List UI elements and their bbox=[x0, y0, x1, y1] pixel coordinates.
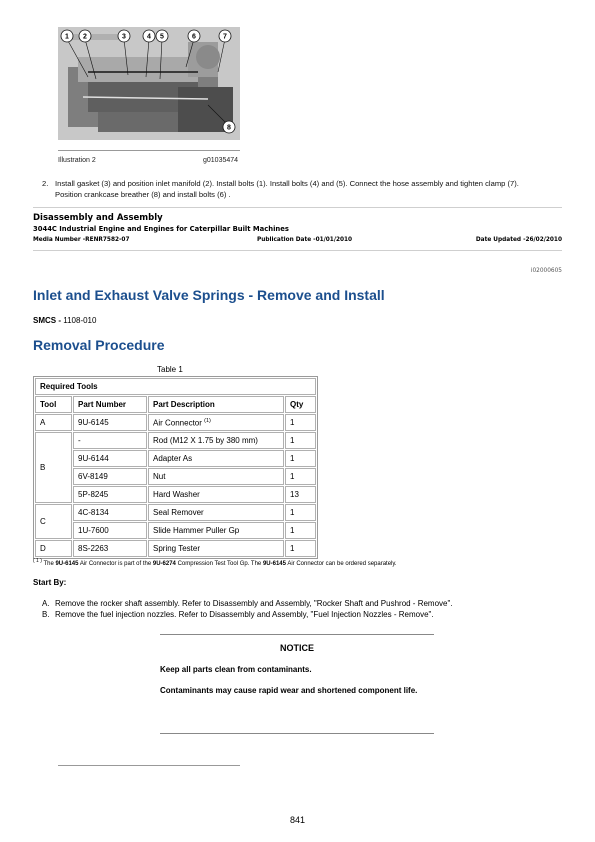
header-part-description: Part Description bbox=[148, 396, 284, 413]
illustration-code: g01035474 bbox=[203, 157, 239, 164]
cell-part: 4C-8134 bbox=[73, 504, 147, 521]
cell-desc: Nut bbox=[148, 468, 284, 485]
table-caption-row bbox=[35, 378, 316, 395]
page-title: Inlet and Exhaust Valve Springs - Remove and Install bbox=[33, 287, 385, 303]
notice-line-2: Contaminants may cause rapid wear and shortened component life. bbox=[160, 686, 418, 695]
table-row bbox=[35, 522, 316, 539]
cell-qty: 1 bbox=[285, 540, 316, 557]
footer-rule bbox=[58, 765, 240, 766]
cell-desc: Adapter As bbox=[148, 450, 284, 467]
cell-desc: Seal Remover bbox=[148, 504, 284, 521]
table-footnote bbox=[33, 558, 563, 567]
engine-photo-graphic bbox=[58, 27, 240, 140]
cell-tool: C bbox=[35, 504, 72, 539]
cell-part: - bbox=[73, 432, 147, 449]
cell-tool: A bbox=[35, 414, 72, 431]
media-number: Media Number -RENR7582-07 bbox=[33, 237, 130, 243]
cell-part: 9U-6144 bbox=[73, 450, 147, 467]
callout-label-2: 2 bbox=[83, 33, 87, 41]
table-row bbox=[35, 486, 316, 503]
cell-qty: 1 bbox=[285, 522, 316, 539]
table-row bbox=[35, 504, 316, 521]
cell-qty: 1 bbox=[285, 468, 316, 485]
cell-qty: 1 bbox=[285, 504, 316, 521]
table-row bbox=[35, 540, 316, 557]
table-header-row bbox=[35, 396, 316, 413]
cell-tool: D bbox=[35, 540, 72, 557]
callout-label-5: 5 bbox=[160, 33, 164, 41]
procedure-heading: Removal Procedure bbox=[33, 337, 165, 353]
footnote-ref: (1) bbox=[204, 417, 211, 424]
cell-desc: Spring Tester bbox=[148, 540, 284, 557]
cell-qty: 1 bbox=[285, 414, 316, 431]
callout-label-4: 4 bbox=[147, 33, 151, 41]
footnote-part: 9U-6145 bbox=[55, 561, 79, 567]
required-tools-table bbox=[33, 376, 318, 559]
page-number: 841 bbox=[289, 815, 306, 825]
start-by-label: Start By: bbox=[33, 578, 67, 587]
document-id: i02000605 bbox=[530, 268, 562, 274]
date-updated: Date Updated -26/02/2010 bbox=[475, 237, 562, 243]
table-row bbox=[35, 468, 316, 485]
cell-qty: 13 bbox=[285, 486, 316, 503]
section-title: Disassembly and Assembly bbox=[33, 213, 163, 223]
smcs-line bbox=[33, 316, 96, 325]
footnote-part: 9U-6274 bbox=[152, 561, 176, 567]
footnote-text: Air Connector can be ordered separately. bbox=[287, 561, 397, 567]
cell-desc: Hard Washer bbox=[148, 486, 284, 503]
cell-desc: Rod (M12 X 1.75 by 380 mm) bbox=[148, 432, 284, 449]
meta-divider bbox=[33, 250, 562, 251]
callout-label-3: 3 bbox=[122, 33, 126, 41]
publication-date: Publication Date -01/01/2010 bbox=[257, 237, 353, 243]
header-part-number: Part Number bbox=[73, 396, 147, 413]
section-subtitle: 3044C Industrial Engine and Engines for Caterpillar Built Machines bbox=[33, 225, 289, 233]
engine-illustration bbox=[58, 27, 240, 140]
list-item-marker: A. bbox=[42, 599, 50, 608]
cell-part: 6V-8149 bbox=[73, 468, 147, 485]
cell-desc: Slide Hammer Puller Gp bbox=[148, 522, 284, 539]
footnote-text: Compression Test Tool Gp. The bbox=[177, 561, 262, 567]
cell-part: 9U-6145 bbox=[73, 414, 147, 431]
callout-label-6: 6 bbox=[192, 33, 196, 41]
list-item-marker: B. bbox=[42, 610, 50, 619]
smcs-code: 1108-010 bbox=[63, 316, 97, 325]
table-caption: Required Tools bbox=[35, 378, 316, 395]
cell-part: 5P-8245 bbox=[73, 486, 147, 503]
list-item-text: Remove the rocker shaft assembly. Refer to Disassembly and Assembly, "Rocker Shaft and Pushrod - Remove". bbox=[55, 599, 453, 608]
footnote-marker: ( 1 ) bbox=[33, 558, 42, 564]
cell-qty: 1 bbox=[285, 450, 316, 467]
cell-qty: 1 bbox=[285, 432, 316, 449]
footnote-text: Air Connector is part of the bbox=[79, 561, 152, 567]
illustration-rule bbox=[58, 150, 240, 151]
illustration-label: Illustration 2 bbox=[58, 157, 96, 164]
table-title: Table 1 bbox=[157, 365, 183, 374]
smcs-label: SMCS - bbox=[33, 316, 61, 325]
cell-tool: B bbox=[35, 432, 72, 503]
header-tool: Tool bbox=[35, 396, 72, 413]
cell-desc bbox=[148, 414, 284, 431]
notice-bottom-rule bbox=[160, 733, 434, 734]
table-row bbox=[35, 414, 316, 431]
notice-title: NOTICE bbox=[279, 643, 314, 653]
section-divider bbox=[33, 207, 562, 208]
notice-top-rule bbox=[160, 634, 434, 635]
footnote-part: 9U-6145 bbox=[262, 561, 286, 567]
footnote-text: The bbox=[43, 561, 54, 567]
callout-label-7: 7 bbox=[223, 33, 227, 41]
callout-label-1: 1 bbox=[65, 33, 69, 41]
table-row bbox=[35, 432, 316, 449]
step-number: 2. bbox=[42, 179, 49, 188]
callout-label-8: 8 bbox=[227, 124, 231, 132]
cell-part: 1U-7600 bbox=[73, 522, 147, 539]
table-row bbox=[35, 450, 316, 467]
header-qty: Qty bbox=[285, 396, 316, 413]
list-item-text: Remove the fuel injection nozzles. Refer to Disassembly and Assembly, "Fuel Injection Nozzles - Remove". bbox=[55, 610, 434, 619]
step-text: Install gasket (3) and position inlet manifold (2). Install bolts (1). Install bolts (4) and (5). Connect the hose assembly and tighten clamp (7). Position crankcase breather (8) and install bolts (6) . bbox=[55, 179, 519, 199]
cell-part: 8S-2263 bbox=[73, 540, 147, 557]
notice-line-1: Keep all parts clean from contaminants. bbox=[160, 665, 312, 674]
cell-desc-text: Air Connector bbox=[153, 418, 202, 428]
